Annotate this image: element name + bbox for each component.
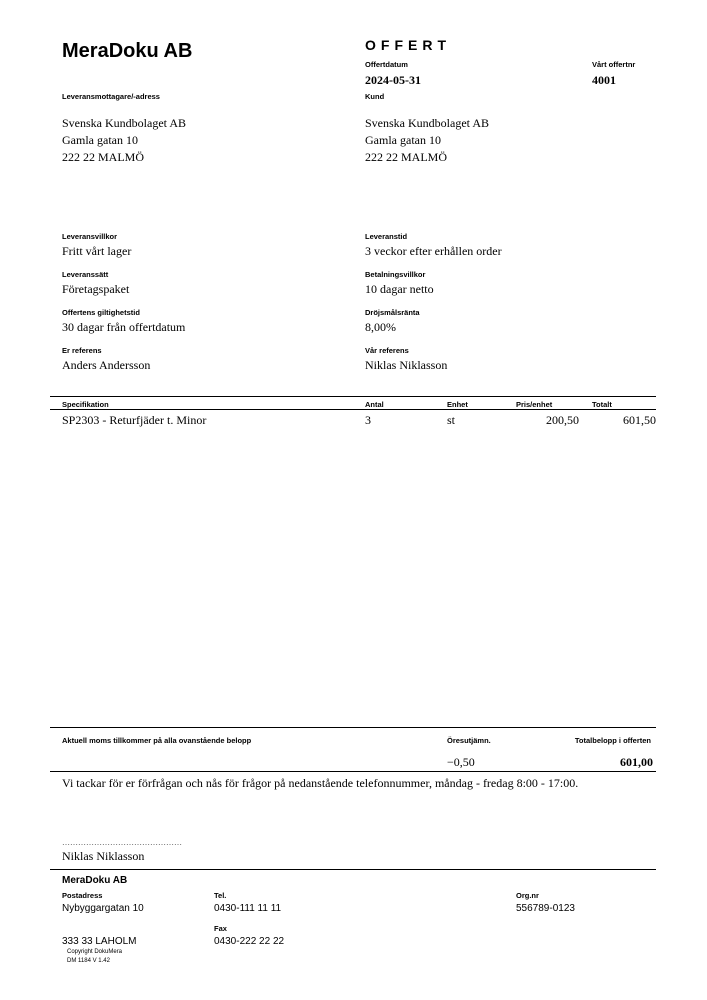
footer-company: MeraDoku AB bbox=[62, 875, 128, 886]
copyright: Copyright DokuMera bbox=[67, 949, 123, 955]
late-interest-value: 8,00% bbox=[365, 320, 396, 334]
vat-note: Aktuell moms tillkommer på alla ovanstående belopp bbox=[62, 736, 252, 745]
rounding-value: −0,50 bbox=[447, 755, 475, 769]
customer-line: Svenska Kundbolaget AB bbox=[365, 116, 489, 130]
signature-line: ……………………………………… bbox=[62, 838, 182, 847]
postal-line: 333 33 LAHOLM bbox=[62, 936, 137, 947]
offer-date-value: 2024-05-31 bbox=[365, 73, 421, 87]
delivery-address-line: 222 22 MALMÖ bbox=[62, 150, 145, 164]
org-number-label: Org.nr bbox=[516, 891, 539, 900]
document-title: OFFERT bbox=[365, 37, 451, 53]
col-header-price: Pris/enhet bbox=[516, 400, 553, 409]
table-top-rule bbox=[50, 396, 656, 397]
row-total: 601,50 bbox=[623, 413, 656, 427]
customer-line: Gamla gatan 10 bbox=[365, 133, 441, 147]
fax-label: Fax bbox=[214, 924, 227, 933]
org-number-value: 556789-0123 bbox=[516, 903, 575, 914]
payment-terms-value: 10 dagar netto bbox=[365, 282, 434, 296]
offer-number-label: Vårt offertnr bbox=[592, 60, 636, 69]
col-header-unit: Enhet bbox=[447, 400, 468, 409]
your-reference-value: Anders Andersson bbox=[62, 358, 151, 372]
signature-name: Niklas Niklasson bbox=[62, 849, 145, 863]
validity-label: Offertens giltighetstid bbox=[62, 308, 140, 317]
footer-rule bbox=[50, 869, 656, 870]
rounding-label: Öresutjämn. bbox=[447, 736, 491, 745]
total-value: 601,00 bbox=[620, 755, 653, 769]
tel-label: Tel. bbox=[214, 891, 227, 900]
our-reference-value: Niklas Niklasson bbox=[365, 358, 448, 372]
validity-value: 30 dagar från offertdatum bbox=[62, 320, 186, 334]
offer-date-label: Offertdatum bbox=[365, 60, 408, 69]
our-reference-label: Vår referens bbox=[365, 346, 409, 355]
delivery-address-line: Gamla gatan 10 bbox=[62, 133, 138, 147]
summary-top-rule bbox=[50, 727, 656, 728]
row-unit: st bbox=[447, 413, 456, 427]
customer-line: 222 22 MALMÖ bbox=[365, 150, 448, 164]
postal-line: Nybyggargatan 10 bbox=[62, 903, 144, 914]
tel-value: 0430-111 11 11 bbox=[214, 903, 282, 914]
col-header-qty: Antal bbox=[365, 400, 384, 409]
row-qty: 3 bbox=[365, 413, 371, 427]
offer-number-value: 4001 bbox=[592, 73, 616, 87]
total-label: Totalbelopp i offerten bbox=[574, 736, 651, 745]
payment-terms-label: Betalningsvillkor bbox=[365, 270, 426, 279]
delivery-terms-value: Fritt vårt lager bbox=[62, 244, 132, 258]
late-interest-label: Dröjsmålsränta bbox=[365, 308, 420, 317]
row-spec: SP2303 - Returfjäder t. Minor bbox=[62, 413, 207, 427]
delivery-terms-label: Leveransvillkor bbox=[62, 232, 118, 241]
delivery-method-value: Företagspaket bbox=[62, 282, 130, 296]
customer-label: Kund bbox=[365, 92, 385, 101]
delivery-method-label: Leveranssätt bbox=[62, 270, 109, 279]
your-reference-label: Er referens bbox=[62, 346, 102, 355]
fax-value: 0430-222 22 22 bbox=[214, 936, 285, 947]
delivery-time-label: Leveranstid bbox=[365, 232, 408, 241]
table-header-rule bbox=[50, 409, 656, 410]
version: DM 1184 V 1.42 bbox=[67, 958, 110, 964]
delivery-time-value: 3 veckor efter erhållen order bbox=[365, 244, 502, 258]
thank-you-note: Vi tackar för er förfrågan och nås för frågor på nedanstående telefonnummer, måndag - fredag 8:00 - 17:00. bbox=[62, 776, 579, 790]
delivery-address-line: Svenska Kundbolaget AB bbox=[62, 116, 186, 130]
summary-bottom-rule bbox=[50, 771, 656, 772]
col-header-total: Totalt bbox=[592, 400, 612, 409]
delivery-address-label: Leveransmottagare/-adress bbox=[62, 92, 160, 101]
postal-label: Postadress bbox=[62, 891, 103, 900]
company-name: MeraDoku AB bbox=[62, 40, 193, 62]
col-header-spec: Specifikation bbox=[62, 400, 109, 409]
row-price: 200,50 bbox=[546, 413, 579, 427]
